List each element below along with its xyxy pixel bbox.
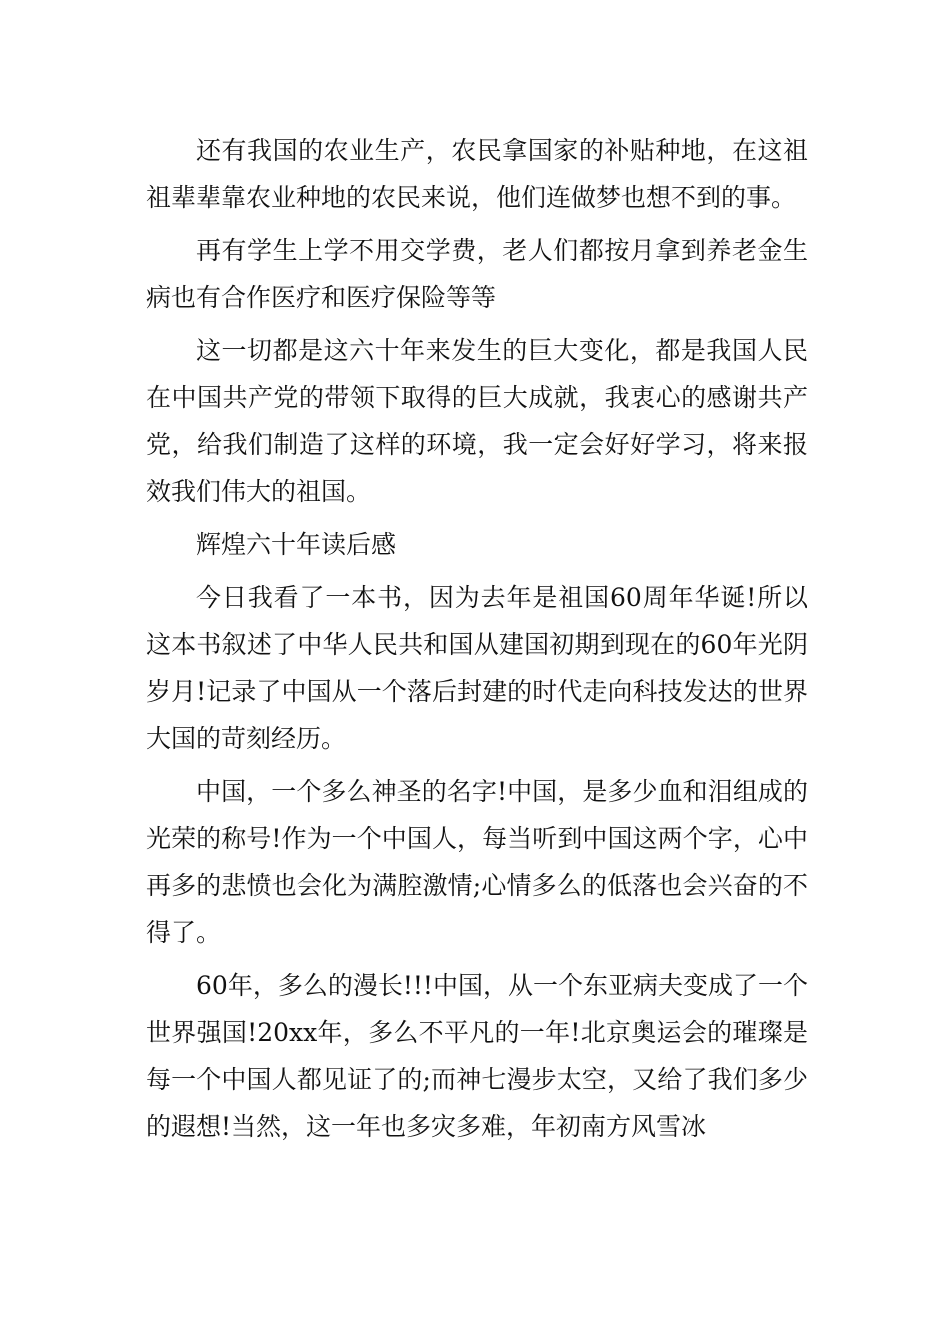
paragraph-agriculture: 还有我国的农业生产，农民拿国家的补贴种地，在这祖祖辈辈靠农业种地的农民来说，他们连做梦也想不到的事。 (146, 136, 808, 212)
paragraph-book-intro: 今日我看了一本书，因为去年是祖国60周年华诞!所以这本书叙述了中华人民共和国从建国初期到现在的60年光阴岁月!记录了中国从一个落后封建的时代走向科技发达的世界大国的苛刻经历。 (146, 583, 808, 753)
paragraph-education-pension: 再有学生上学不用交学费，老人们都按月拿到养老金生病也有合作医疗和医疗保险等等 (146, 236, 808, 312)
section-title: 辉煌六十年读后感 (196, 530, 397, 559)
paragraph-achievements: 这一切都是这六十年来发生的巨大变化，都是我国人民在中国共产党的带领下取得的巨大成就，我衷心的感谢共产党，给我们制造了这样的环境，我一定会好好学习，将来报效我们伟大的祖国。 (146, 336, 808, 506)
document-page (146, 127, 808, 1156)
paragraph-sixty-years: 60年，多么的漫长!!!中国，从一个东亚病夫变成了一个世界强国!20xx年，多么不平凡的一年!北京奥运会的璀璨是每一个中国人都见证了的;而神七漫步太空，又给了我们多少的遐想!当然，这一年也多灾多难，年初南方风雪冰 (146, 971, 808, 1141)
paragraph-china-name: 中国，一个多么神圣的名字!中国，是多少血和泪组成的光荣的称号!作为一个中国人，每当听到中国这两个字，心中再多的悲愤也会化为满腔激情;心情多么的低落也会兴奋的不得了。 (146, 777, 808, 947)
